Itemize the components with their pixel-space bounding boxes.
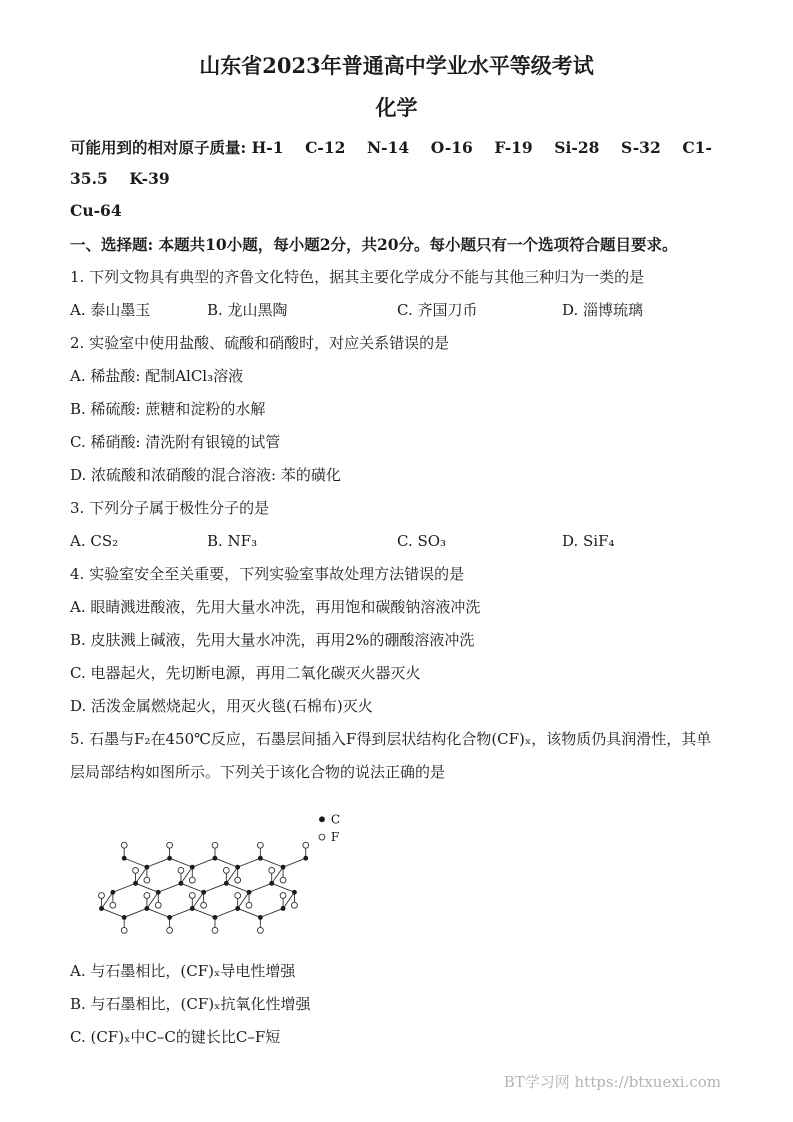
question-2 <box>70 327 723 492</box>
question-5-stem: 5. 石墨与F₂在450℃反应，石墨层间插入F得到层状结构化合物(CF)ₓ，该物质仍具润滑性，其单层局部结构如图所示。下列关于该化合物的说法正确的是 <box>70 730 712 782</box>
site-watermark: BT学习网 https://btxuexi.com <box>503 1073 721 1091</box>
question-3-stem: 3. 下列分子属于极性分子的是 <box>70 499 270 518</box>
figure-legend <box>319 813 340 845</box>
q3-option-c: C. SO₃ <box>397 532 447 551</box>
q2-option-b: B. 稀硫酸: 蔗糖和淀粉的水解 <box>70 400 266 419</box>
legend-carbon-dot-icon <box>319 817 325 823</box>
question-2-stem: 2. 实验室中使用盐酸、硫酸和硝酸时，对应关系错误的是 <box>70 334 450 353</box>
q2-option-c: C. 稀硝酸: 清洗附有银镜的试管 <box>70 433 281 452</box>
q4-option-c: C. 电器起火，先切断电源，再用二氧化碳灭火器灭火 <box>70 664 421 683</box>
q1-option-b: B. 龙山黑陶 <box>207 301 288 320</box>
question-1-stem: 1. 下列文物具有典型的齐鲁文化特色，据其主要化学成分不能与其他三种归为一类的是 <box>70 268 645 287</box>
question-1-options <box>70 294 723 327</box>
question-3-options <box>70 525 723 558</box>
cfx-structure-diagram <box>82 795 382 949</box>
q4-option-b: B. 皮肤溅上碱液，先用大量水冲洗，再用2%的硼酸溶液冲洗 <box>70 631 475 650</box>
question-5 <box>70 723 723 1054</box>
q3-option-b: B. NF₃ <box>207 532 258 551</box>
legend-fluorine-dot-icon <box>319 835 325 841</box>
section-heading: 一、选择题: 本题共10小题，每小题2分，共20分。每小题只有一个选项符合题目要求。 <box>70 234 678 254</box>
atomic-mass-line2: Cu-64 <box>70 201 122 221</box>
cfx-structure-figure <box>82 795 723 953</box>
q5-option-a: A. 与石墨相比，(CF)ₓ导电性增强 <box>70 962 296 981</box>
page-title: 山东省2023年普通高中学业水平等级考试 <box>199 53 594 78</box>
q2-option-a: A. 稀盐酸: 配制AlCl₃溶液 <box>70 367 244 386</box>
q4-option-d: D. 活泼金属燃烧起火，用灭火毯(石棉布)灭火 <box>70 697 373 716</box>
q3-option-d: D. SiF₄ <box>562 532 615 551</box>
q5-option-c: C. (CF)ₓ中C–C的键长比C–F短 <box>70 1028 281 1047</box>
atomic-mass-line1: 可能用到的相对原子质量: H-1 C-12 N-14 O-16 F-19 Si-28 S-32 C1-35.5 K-39 <box>70 137 712 189</box>
atomic-mass-note <box>70 132 723 227</box>
q1-option-a: A. 泰山墨玉 <box>70 301 151 320</box>
q3-option-a: A. CS₂ <box>70 532 119 551</box>
q1-option-c: C. 齐国刀币 <box>397 301 478 320</box>
question-4-stem: 4. 实验室安全至关重要，下列实验室事故处理方法错误的是 <box>70 565 465 584</box>
question-4 <box>70 558 723 723</box>
question-1 <box>70 261 723 327</box>
q4-option-a: A. 眼睛溅进酸液，先用大量水冲洗，再用饱和碳酸钠溶液冲洗 <box>70 598 481 617</box>
q1-option-d: D. 淄博琉璃 <box>562 301 644 320</box>
q2-option-d: D. 浓硫酸和浓硝酸的混合溶液: 苯的磺化 <box>70 466 341 485</box>
legend-carbon-label: C <box>330 812 341 827</box>
question-3 <box>70 492 723 558</box>
lattice-graphic <box>99 843 309 934</box>
q5-option-b: B. 与石墨相比，(CF)ₓ抗氧化性增强 <box>70 995 311 1014</box>
subject-title: 化学 <box>375 94 418 120</box>
legend-fluorine-label: F <box>330 830 340 845</box>
